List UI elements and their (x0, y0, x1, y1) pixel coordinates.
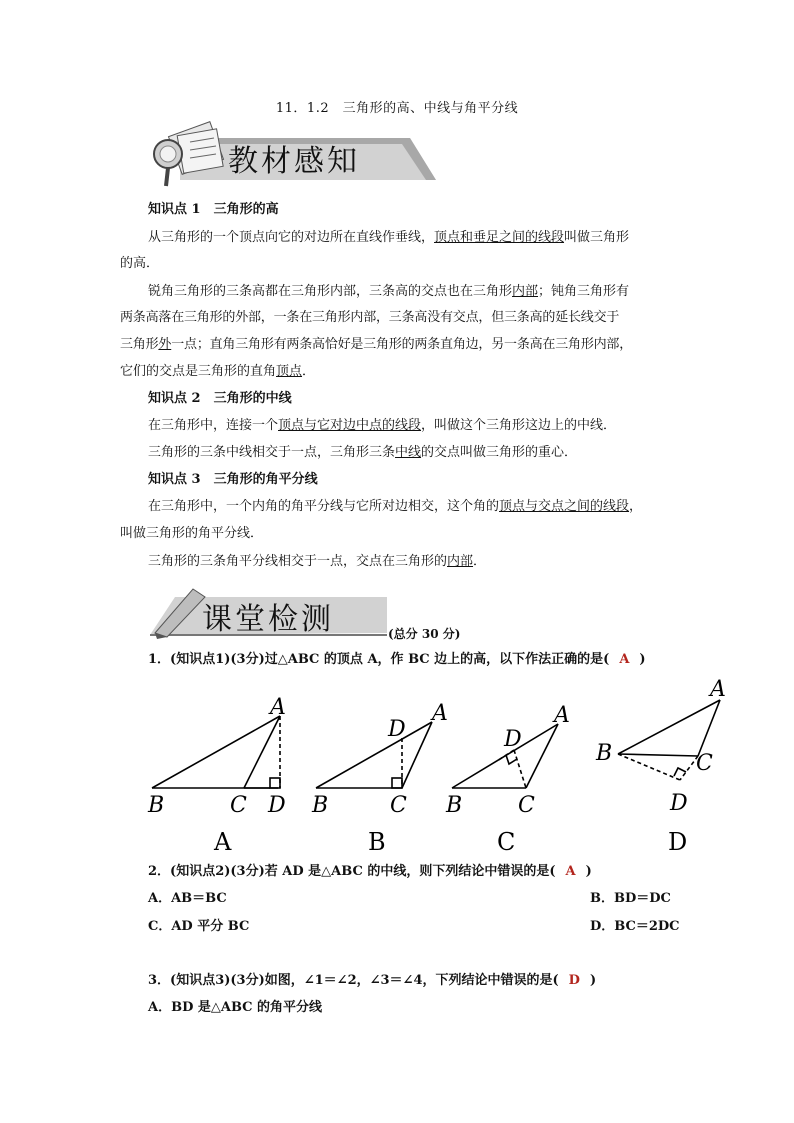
q2-option-a: A．AB＝BC (148, 891, 227, 906)
k2-para1: 在三角形中，连接一个顶点与它对边中点的线段，叫做这个三角形这边上的中线． (148, 418, 617, 433)
fig-d-label-d: D (670, 791, 688, 816)
k3-heading: 知识点 3 三角形的角平分线 (148, 472, 318, 487)
k1-para2-line2: 两条高落在三角形的外部，一条在三角形内部，三条高没有交点，但三条高的延长线交于 (120, 310, 620, 325)
figure-b (316, 722, 432, 788)
q1-stem: 1．(知识点1)(3分)过△ABC 的顶点 A，作 BC 边上的高，以下作法正确的是( A ) (148, 652, 646, 667)
fig-c-label-b: B (446, 793, 463, 818)
fig-d-label-b: B (596, 741, 613, 766)
k2-heading: 知识点 2 三角形的中线 (148, 391, 292, 406)
fig-c-label-d: D (504, 727, 522, 752)
k1-para1: 从三角形的一个顶点向它的对边所在直线作垂线，顶点和垂足之间的线段叫做三角形 (148, 230, 630, 245)
fig-b-label-c: C (390, 793, 407, 818)
fig-a-label-a: A (270, 695, 286, 720)
banner-textbook-knowledge-label: 教材感知 (228, 144, 360, 179)
figure-a (152, 716, 280, 788)
fig-d-caption: D (668, 828, 688, 856)
q2-option-c: C．AD 平分 BC (148, 919, 250, 934)
k3-para2: 三角形的三条角平分线相交于一点，交点在三角形的内部． (148, 554, 487, 569)
fig-d-label-a: A (710, 677, 726, 702)
q2-stem: 2．(知识点2)(3分)若 AD 是△ABC 的中线，则下列结论中错误的是( A ) (148, 864, 592, 879)
fig-c-label-a: A (554, 703, 570, 728)
k3-para1: 在三角形中，一个内角的角平分线与它所对边相交，这个角的顶点与交点之间的线段， (148, 499, 643, 514)
fig-c-caption: C (497, 828, 516, 856)
q1-answer: A (619, 652, 630, 667)
q1-figures (140, 672, 740, 862)
fig-a-label-b: B (148, 793, 165, 818)
fig-c-label-c: C (518, 793, 535, 818)
fig-b-caption: B (368, 828, 386, 856)
banner-class-test-label: 课堂检测 (202, 602, 334, 637)
k1-para1-line2: 的高． (120, 256, 160, 271)
page-title: 11．1.2 三角形的高、中线与角平分线 (275, 101, 519, 116)
fig-a-label-c: C (230, 793, 247, 818)
q2-answer: A (565, 864, 576, 879)
k3-para1-line2: 叫做三角形的角平分线． (120, 526, 264, 541)
q3-answer: D (568, 973, 580, 988)
q3-stem: 3．(知识点3)(3分)如图，∠1＝∠2，∠3＝∠4，下列结论中错误的是( D ) (148, 973, 597, 988)
k1-heading: 知识点 1 三角形的高 (148, 202, 279, 217)
score-note: (总分 30 分) (388, 627, 461, 641)
fig-b-label-a: A (432, 701, 448, 726)
fig-b-label-b: B (312, 793, 329, 818)
k1-para2: 锐角三角形的三条高都在三角形内部，三条高的交点也在三角形内部；钝角三角形有 (148, 284, 630, 299)
k1-para2-line3: 三角形外一点；直角三角形有两条高恰好是三角形的两条直角边，另一条高在三角形内部， (120, 337, 633, 352)
fig-a-caption: A (214, 828, 232, 856)
fig-d-label-c: C (696, 751, 713, 776)
k2-para2: 三角形的三条中线相交于一点，三角形三条中线的交点叫做三角形的重心． (148, 445, 578, 460)
k1-para2-line4: 它们的交点是三角形的直角顶点． (120, 364, 316, 379)
fig-a-label-d: D (268, 793, 286, 818)
q2-option-d: D．BC＝2DC (590, 919, 680, 934)
fig-b-label-d: D (388, 717, 406, 742)
q3-option-a: A．BD 是△ABC 的角平分线 (148, 1000, 323, 1015)
q2-option-b: B．BD＝DC (590, 891, 671, 906)
